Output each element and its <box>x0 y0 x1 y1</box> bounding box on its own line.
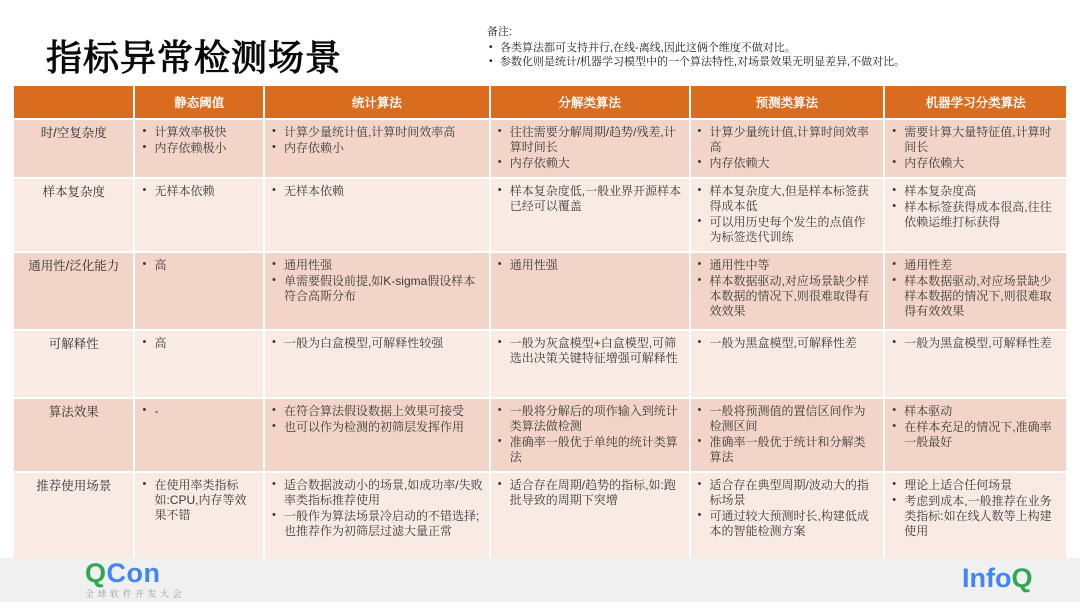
qcon-logo <box>85 560 185 599</box>
table-row-interpretability <box>14 331 1066 397</box>
table-cell <box>265 331 489 397</box>
table-cell <box>265 120 489 177</box>
infoq-info-letters: Info <box>962 563 1012 593</box>
bullet-item: • 样本标签获得成本很高,往往依赖运维打标获得 <box>891 200 1060 230</box>
qcon-subtitle: 全球软件开发大会 <box>85 589 186 599</box>
bullet-item: • 样本复杂度高 <box>891 184 1060 199</box>
comparison-table-container <box>12 84 1068 570</box>
table-cell <box>265 179 489 251</box>
bullet-item: • 样本复杂度低,一般业界开源样本已经可以覆盖 <box>497 184 683 214</box>
bullet-item: • 也可以作为检测的初筛层发挥作用 <box>271 420 483 435</box>
row-label: 可解释性 <box>14 331 133 397</box>
table-cell <box>691 120 884 177</box>
page-title: 指标异常检测场景 <box>46 37 343 78</box>
column-header-decomposition: 分解类算法 <box>491 86 689 118</box>
column-header-blank <box>14 86 133 118</box>
bullet-item: • 通用性强 <box>271 258 483 273</box>
bullet-item: • 通用性强 <box>497 258 683 273</box>
header-row <box>14 86 1066 118</box>
bullet-item: • 理论上适合任何场景 <box>891 478 1060 493</box>
table-cell <box>491 253 689 329</box>
bullet-item: • 样本数据驱动,对应场景缺少样本数据的情况下,则很难取得有效效果 <box>697 274 878 320</box>
table-cell <box>135 399 262 471</box>
table-cell <box>265 253 489 329</box>
bullet-item: • 计算效率极快 <box>141 125 256 140</box>
bullet-item: • 无样本依赖 <box>141 184 256 199</box>
bullet-item: • 样本驱动 <box>891 404 1060 419</box>
notes-list <box>487 41 957 70</box>
bullet-item: • 一般为黑盒模型,可解释性差 <box>697 336 878 351</box>
table-cell <box>135 473 262 568</box>
bullet-item: • 内存依赖大 <box>497 156 683 171</box>
table-row-time-space-complexity <box>14 120 1066 177</box>
column-header-static-threshold: 静态阈值 <box>135 86 262 118</box>
bullet-item: • 一般将分解后的项作输入到统计类算法做检测 <box>497 404 683 434</box>
table-cell <box>691 399 884 471</box>
bullet-item: • 一般为灰盒模型+白盒模型,可筛选出决策关键特征增强可解释性 <box>497 336 683 366</box>
table-cell <box>691 331 884 397</box>
table-cell <box>135 120 262 177</box>
bullet-item: • 高 <box>141 336 256 351</box>
bullet-item: • 一般为黑盒模型,可解释性差 <box>891 336 1060 351</box>
column-header-statistical: 统计算法 <box>265 86 489 118</box>
bullet-item: • 内存依赖小 <box>271 141 483 156</box>
table-row-sample-complexity <box>14 179 1066 251</box>
column-header-ml-classification: 机器学习分类算法 <box>885 86 1066 118</box>
table-cell <box>691 179 884 251</box>
qcon-con-letters: Con <box>106 558 161 588</box>
row-label: 算法效果 <box>14 399 133 471</box>
bullet-item: • 准确率一般优于统计和分解类算法 <box>697 435 878 465</box>
table-cell <box>885 473 1066 568</box>
table-cell <box>491 120 689 177</box>
qcon-q-letter: Q <box>85 558 107 588</box>
bullet-item: • 通用性中等 <box>697 258 878 273</box>
table-cell <box>885 179 1066 251</box>
bullet-item: • 需要计算大量特征值,计算时间长 <box>891 125 1060 155</box>
row-label: 推荐使用场景 <box>14 473 133 568</box>
bullet-item: • 适合存在周期/趋势的指标,如:跑批导致的周期下突增 <box>497 478 683 508</box>
table-cell <box>885 331 1066 397</box>
table-cell <box>135 253 262 329</box>
table-cell <box>885 120 1066 177</box>
bullet-item: • 单需要假设前提,如K-sigma假设样本符合高斯分布 <box>271 274 483 304</box>
bullet-item: • 内存依赖极小 <box>141 141 256 156</box>
bullet-item: • 内存依赖大 <box>891 156 1060 171</box>
qcon-wordmark <box>85 560 185 587</box>
bullet-item: • 无样本依赖 <box>271 184 483 199</box>
metric-comparison-table <box>12 84 1068 570</box>
table-cell <box>691 473 884 568</box>
bullet-item: • 计算少量统计值,计算时间效率高 <box>697 125 878 155</box>
row-label: 样本复杂度 <box>14 179 133 251</box>
table-cell <box>885 399 1066 471</box>
table-cell <box>691 253 884 329</box>
bullet-item: • 样本数据驱动,对应场景缺少样本数据的情况下,则很难取得有效效果 <box>891 274 1060 320</box>
column-header-forecast: 预测类算法 <box>691 86 884 118</box>
table-cell <box>491 331 689 397</box>
bullet-item: • 考虑到成本,一般推荐在业务类指标:如在线人数等上构建使用 <box>891 494 1060 540</box>
notes <box>487 25 957 70</box>
table-row-generality <box>14 253 1066 329</box>
bullet-item: • 往往需要分解周期/趋势/残差,计算时间长 <box>497 125 683 155</box>
notes-label: 备注: <box>487 26 513 38</box>
note-item: • 各类算法都可支持并行,在线-离线,因此这俩个维度不做对比。 <box>487 41 957 56</box>
bullet-item: • 可通过较大预测时长,构建低成本的智能检测方案 <box>697 509 878 539</box>
table-cell <box>265 473 489 568</box>
bullet-item: • 适合数据波动小的场景,如成功率/失败率类指标推荐使用 <box>271 478 483 508</box>
bullet-item: • - <box>141 404 256 419</box>
bullet-item: • 计算少量统计值,计算时间效率高 <box>271 125 483 140</box>
bullet-item: • 在符合算法假设数据上效果可接受 <box>271 404 483 419</box>
bullet-item: • 一般将预测值的置信区间作为检测区间 <box>697 404 878 434</box>
table-cell <box>491 399 689 471</box>
table-cell <box>885 253 1066 329</box>
table-cell <box>135 331 262 397</box>
bullet-item: • 内存依赖大 <box>697 156 878 171</box>
infoq-q-letter: Q <box>1011 563 1033 593</box>
bullet-item: • 一般作为算法场景冷启动的不错选择;也推荐作为初筛层过滤大量正常 <box>271 509 483 539</box>
table-row-recommended-scenarios <box>14 473 1066 568</box>
bullet-item: • 准确率一般优于单纯的统计类算法 <box>497 435 683 465</box>
bullet-item: • 高 <box>141 258 256 273</box>
bullet-item: • 可以用历史每个发生的点值作为标签迭代训练 <box>697 215 878 245</box>
bullet-item: • 样本复杂度大,但是样本标签获得成本低 <box>697 184 878 214</box>
bullet-item: • 通用性差 <box>891 258 1060 273</box>
note-item: • 参数化则是统计/机器学习模型中的一个算法特性,对场景效果无明显差异,不做对比。 <box>487 55 957 70</box>
table-row-algorithm-effect <box>14 399 1066 471</box>
infoq-logo <box>962 565 1033 592</box>
bullet-item: • 适合存在典型周期/波动大的指标场景 <box>697 478 878 508</box>
bullet-item: • 一般为白盒模型,可解释性较强 <box>271 336 483 351</box>
table-cell <box>265 399 489 471</box>
table-cell <box>135 179 262 251</box>
table-cell <box>491 179 689 251</box>
row-label: 通用性/泛化能力 <box>14 253 133 329</box>
row-label: 时/空复杂度 <box>14 120 133 177</box>
table-cell <box>491 473 689 568</box>
bullet-item: • 在样本充足的情况下,准确率一般最好 <box>891 420 1060 450</box>
bullet-item: • 在使用率类指标如:CPU,内存等效果不错 <box>141 478 256 524</box>
